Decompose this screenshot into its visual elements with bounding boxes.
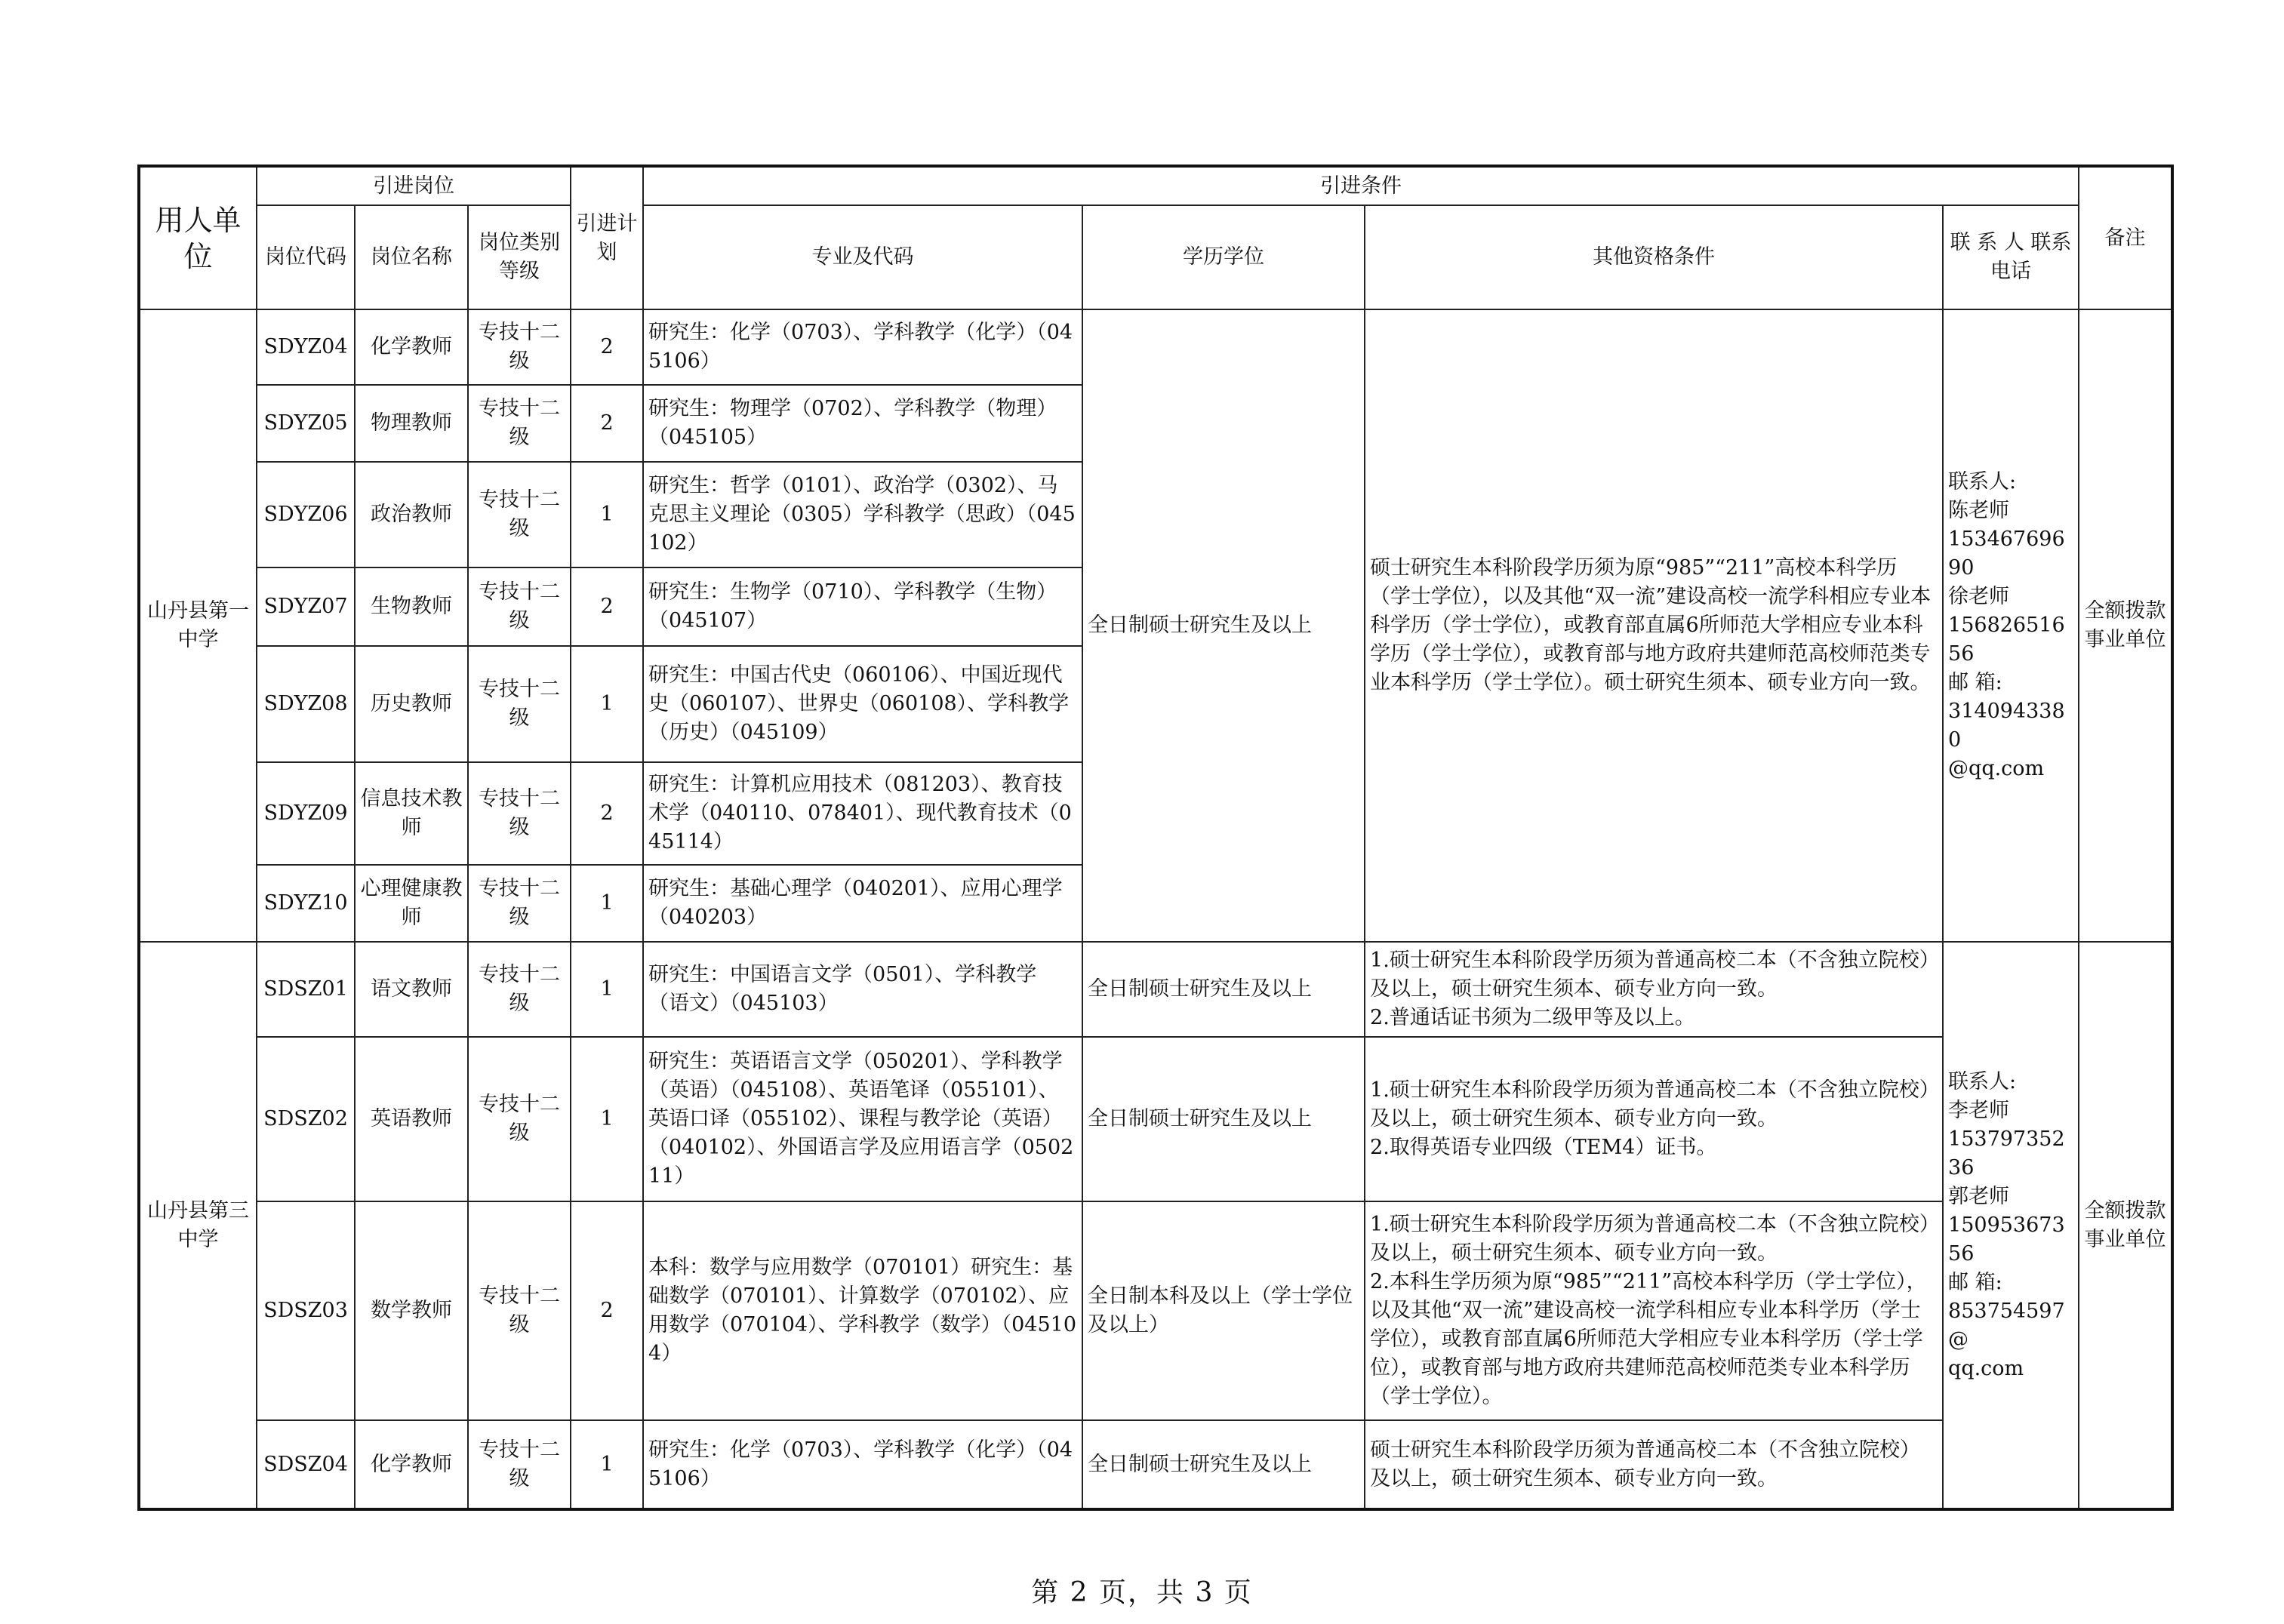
post-code-cell: SDYZ10	[257, 865, 355, 942]
unit-cell: 山丹县第三中学	[139, 942, 257, 1509]
post-name-cell: 物理教师	[355, 385, 468, 462]
header-plan: 引进计划	[571, 166, 643, 309]
post-level-cell: 专技十二级	[468, 942, 571, 1037]
header-other: 其他资格条件	[1365, 205, 1943, 309]
header-post-code: 岗位代码	[257, 205, 355, 309]
post-code-cell: SDYZ08	[257, 646, 355, 762]
post-level-cell: 专技十二级	[468, 762, 571, 865]
table-row	[139, 1420, 2172, 1509]
post-level-cell: 专技十二级	[468, 1037, 571, 1201]
table-row	[139, 1037, 2172, 1201]
contact-line: 15682651656	[1948, 614, 2065, 666]
plan-cell: 1	[571, 865, 643, 942]
note-cell: 全额拨款事业单位	[2079, 942, 2172, 1509]
other-conditions-cell	[1365, 1201, 1943, 1420]
plan-cell: 2	[571, 385, 643, 462]
post-code-cell: SDSZ01	[257, 942, 355, 1037]
other-conditions-cell	[1365, 942, 1943, 1037]
other-conditions-cell: 硕士研究生本科阶段学历须为原“985”“211”高校本科学历（学士学位），以及其他“双一流”建设高校一流学科相应专业本科学历（学士学位），或教育部直属6所师范大学相应专业本科学历（学士学位），或教育部与地方政府共建师范高校师范类专业本科学历（学士学位）。硕士研究生须本、硕专业方向一致。	[1365, 309, 1943, 942]
condition-line: 2.普通话证书须为二级甲等及以上。	[1370, 1006, 1695, 1029]
major-cell: 研究生：化学（0703）、学科教学（化学）（045106）	[643, 309, 1082, 385]
post-code-cell: SDYZ05	[257, 385, 355, 462]
post-level-cell: 专技十二级	[468, 1201, 571, 1420]
header-major: 专业及代码	[643, 205, 1082, 309]
contact-line: 15346769690	[1948, 527, 2065, 580]
post-code-cell: SDYZ04	[257, 309, 355, 385]
header-group-post: 引进岗位	[257, 166, 571, 205]
degree-cell: 全日制硕士研究生及以上	[1082, 1037, 1365, 1201]
table-row	[139, 1201, 2172, 1420]
condition-line: 1.硕士研究生本科阶段学历须为普通高校二本（不含独立院校）及以上，硕士研究生须本、硕专业方向一致。	[1370, 1078, 1930, 1130]
major-cell: 研究生：物理学（0702）、学科教学（物理）（045105）	[643, 385, 1082, 462]
post-name-cell: 心理健康教师	[355, 865, 468, 942]
header-note: 备注	[2079, 166, 2172, 309]
contact-line: qq.com	[1948, 1356, 2024, 1380]
major-cell: 研究生：英语语言文学（050201）、学科教学（英语）（045108）、英语笔译（055101）、英语口译（055102）、课程与教学论（英语）（040102）、外国语言学及应用语言学（050211）	[643, 1037, 1082, 1201]
post-name-cell: 政治教师	[355, 462, 468, 567]
post-code-cell: SDSZ03	[257, 1201, 355, 1420]
post-code-cell: SDYZ07	[257, 567, 355, 646]
header-post-name: 岗位名称	[355, 205, 468, 309]
post-level-cell: 专技十二级	[468, 567, 571, 646]
header-contact: 联 系 人 联系电话	[1943, 205, 2079, 309]
post-level-cell: 专技十二级	[468, 646, 571, 762]
major-cell: 研究生：哲学（0101）、政治学（0302）、马克思主义理论（0305）学科教学（思政）（045102）	[643, 462, 1082, 567]
contact-cell	[1943, 309, 2079, 942]
header-unit: 用人单位	[139, 166, 257, 309]
plan-cell: 2	[571, 309, 643, 385]
post-level-cell: 专技十二级	[468, 865, 571, 942]
plan-cell: 1	[571, 462, 643, 567]
degree-cell: 全日制本科及以上（学士学位及以上）	[1082, 1201, 1365, 1420]
contact-line: 15095367356	[1948, 1213, 2065, 1266]
contact-line: 陈老师	[1948, 499, 2010, 522]
contact-line: 15379735236	[1948, 1127, 2065, 1180]
degree-cell: 全日制硕士研究生及以上	[1082, 309, 1365, 942]
degree-cell: 全日制硕士研究生及以上	[1082, 942, 1365, 1037]
condition-line: 2.本科生学历须为原“985”“211”高校本科学历（学士学位），以及其他“双一流”建设高校一流学科相应专业本科学历（学士学位），或教育部直属6所师范大学相应专业本科学历（学士学位），或教育部与地方政府共建师范高校师范类专业本科学历（学士学位）。	[1370, 1270, 1927, 1408]
contact-line: 郭老师	[1948, 1184, 2010, 1208]
post-level-cell: 专技十二级	[468, 385, 571, 462]
plan-cell: 1	[571, 942, 643, 1037]
condition-line: 1.硕士研究生本科阶段学历须为普通高校二本（不含独立院校）及以上，硕士研究生须本、硕专业方向一致。	[1370, 949, 1930, 1001]
post-name-cell: 语文教师	[355, 942, 468, 1037]
post-level-cell: 专技十二级	[468, 309, 571, 385]
header-degree: 学历学位	[1082, 205, 1365, 309]
post-code-cell: SDSZ04	[257, 1420, 355, 1509]
major-cell: 本科：数学与应用数学（070101）研究生：基础数学（070101）、计算数学（070102）、应用数学（070104）、学科教学（数学）（045104）	[643, 1201, 1082, 1420]
post-code-cell: SDYZ09	[257, 762, 355, 865]
contact-line: 李老师	[1948, 1098, 2010, 1122]
major-cell: 研究生：生物学（0710）、学科教学（生物）（045107）	[643, 567, 1082, 646]
other-conditions-cell	[1365, 1037, 1943, 1201]
contact-line: 联系人:	[1948, 1069, 2017, 1093]
recruitment-table	[137, 165, 2174, 1511]
post-name-cell: 英语教师	[355, 1037, 468, 1201]
post-code-cell: SDYZ06	[257, 462, 355, 567]
header-post-level: 岗位类别等级	[468, 205, 571, 309]
contact-line: 徐老师	[1948, 585, 2010, 608]
post-name-cell: 历史教师	[355, 646, 468, 762]
contact-cell	[1943, 942, 2079, 1509]
post-name-cell: 生物教师	[355, 567, 468, 646]
degree-cell: 全日制硕士研究生及以上	[1082, 1420, 1365, 1509]
table-row	[139, 942, 2172, 1037]
contact-line: 联系人:	[1948, 470, 2017, 494]
post-name-cell: 信息技术教师	[355, 762, 468, 865]
plan-cell: 2	[571, 1201, 643, 1420]
condition-line: 硕士研究生本科阶段学历须为普通高校二本（不含独立院校）及以上，硕士研究生须本、硕专业方向一致。	[1370, 1438, 1921, 1490]
condition-line: 2.取得英语专业四级（TEM4）证书。	[1370, 1136, 1717, 1159]
major-cell: 研究生：化学（0703）、学科教学（化学）（045106）	[643, 1420, 1082, 1509]
page-footer: 第 2 页，共 3 页	[1031, 1577, 1253, 1608]
contact-line: 3140943380	[1948, 700, 2065, 752]
major-cell: 研究生：中国古代史（060106）、中国近现代史（060107）、世界史（060108）、学科教学（历史）（045109）	[643, 646, 1082, 762]
plan-cell: 1	[571, 646, 643, 762]
contact-line: 853754597@	[1948, 1299, 2065, 1352]
plan-cell: 2	[571, 762, 643, 865]
post-level-cell: 专技十二级	[468, 462, 571, 567]
plan-cell: 1	[571, 1037, 643, 1201]
header-group-condition: 引进条件	[643, 166, 2079, 205]
post-name-cell: 化学教师	[355, 1420, 468, 1509]
contact-line: @qq.com	[1948, 757, 2045, 780]
post-level-cell: 专技十二级	[468, 1420, 571, 1509]
table-row	[139, 309, 2172, 385]
plan-cell: 1	[571, 1420, 643, 1509]
unit-cell: 山丹县第一中学	[139, 309, 257, 942]
post-name-cell: 数学教师	[355, 1201, 468, 1420]
major-cell: 研究生：中国语言文学（0501）、学科教学（语文）（045103）	[643, 942, 1082, 1037]
contact-line: 邮 箱:	[1948, 1270, 2002, 1294]
major-cell: 研究生：计算机应用技术（081203）、教育技术学（040110、078401）、现代教育技术（045114）	[643, 762, 1082, 865]
major-cell: 研究生：基础心理学（040201）、应用心理学（040203）	[643, 865, 1082, 942]
other-conditions-cell	[1365, 1420, 1943, 1509]
contact-line: 邮 箱:	[1948, 671, 2002, 694]
post-name-cell: 化学教师	[355, 309, 468, 385]
condition-line: 1.硕士研究生本科阶段学历须为普通高校二本（不含独立院校）及以上，硕士研究生须本、硕专业方向一致。	[1370, 1213, 1930, 1265]
plan-cell: 2	[571, 567, 643, 646]
post-code-cell: SDSZ02	[257, 1037, 355, 1201]
recruitment-table-container	[137, 165, 2174, 1511]
note-cell: 全额拨款事业单位	[2079, 309, 2172, 942]
